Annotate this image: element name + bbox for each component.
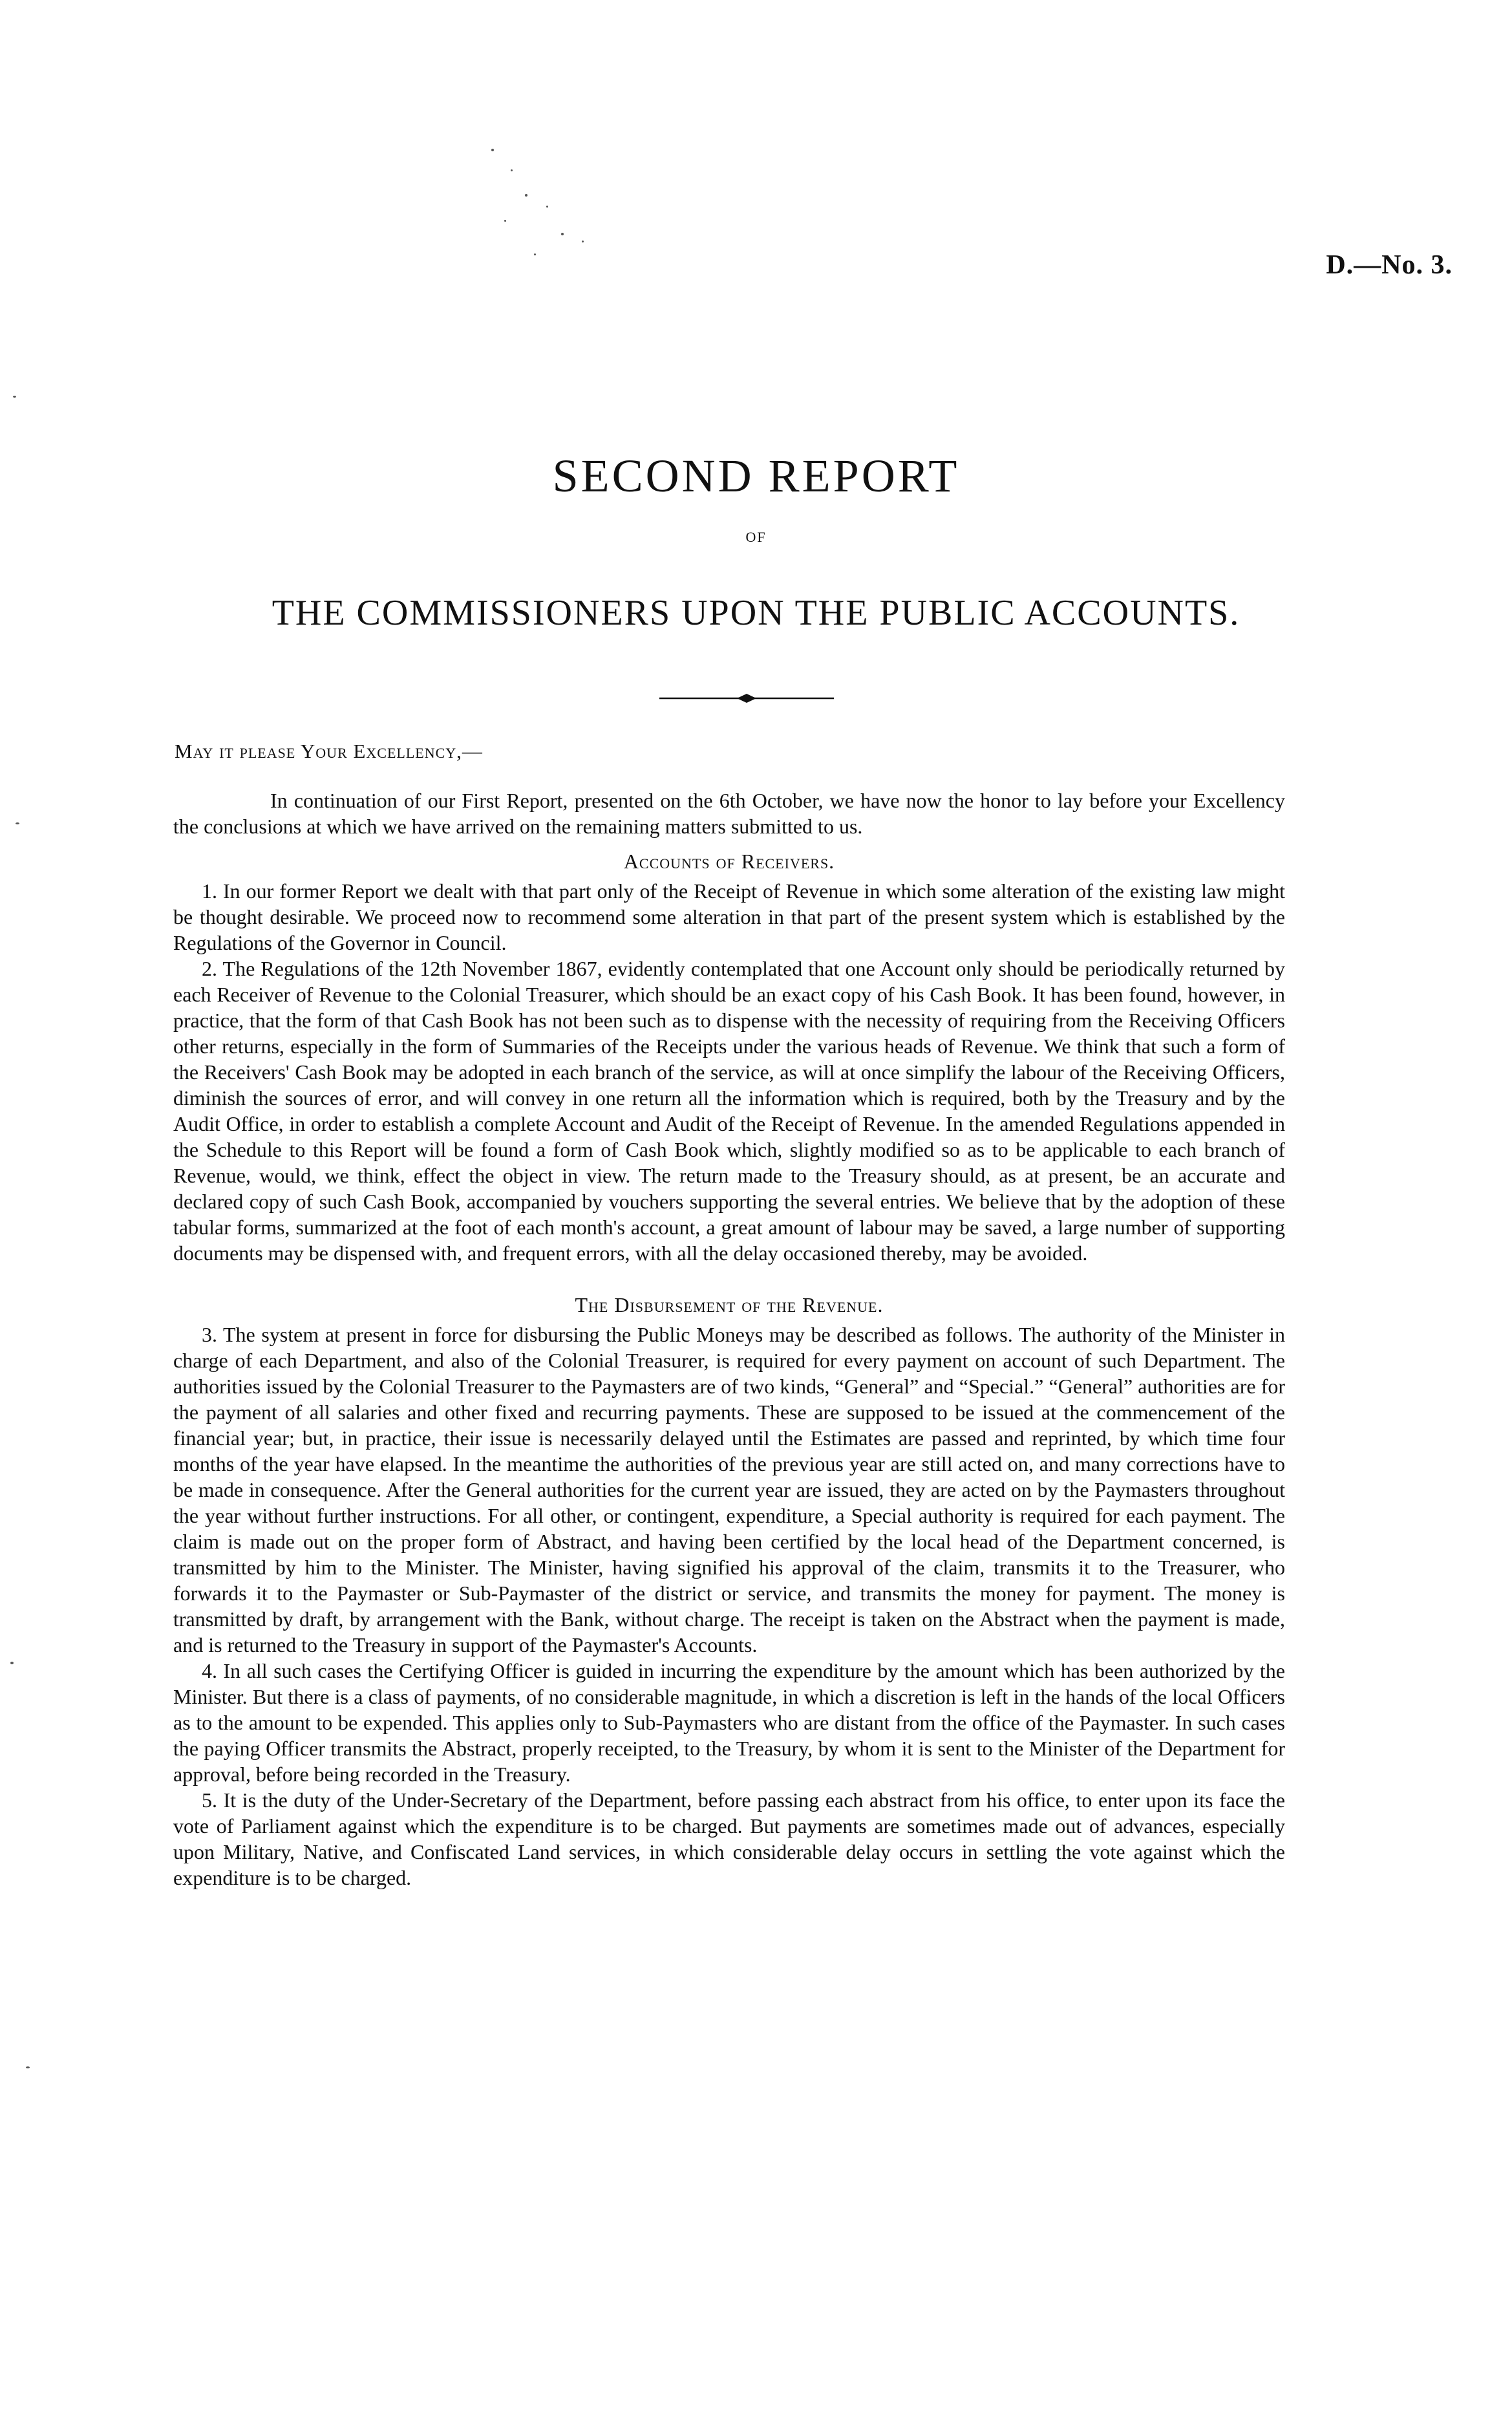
document-reference: D.—No. 3. <box>1326 250 1453 280</box>
report-subtitle: THE COMMISSIONERS UPON THE PUBLIC ACCOUNTS. <box>272 593 1240 633</box>
section-heading-disbursement: The Disbursement of the Revenue. <box>575 1293 884 1316</box>
paragraph-2: 2. The Regulations of the 12th November 1867, evidently contemplated that one Account only should be periodically returned by each Receiver of Revenue to the Colonial Treasurer, which should be an exact copy of his Cash Book. It has been found, however, in practice, that the form of that Cash Book has not been such as to dispense with the necessity of requiring from the Receiving Officers other returns, especially in the form of Summaries of the Receipts under the various heads of Revenue. We think that such a form of the Receivers' Cash Book may be adopted in each branch of the service, as will at once simplify the labour of the Receiving Officers, diminish the sources of error, and will convey in one return all the information which is required, both by the Treasury and by the Audit Office, in order to establish a complete Account and Audit of the Receipt of Revenue. In the amended Regulations appended in the Schedule to this Report will be found a form of Cash Book which, slightly modified so as to be applicable to each branch of Revenue, would, we think, effect the object in view. The return made to the Treasury should, as at present, be an accurate and declared copy of such Cash Book, accompanied by vouchers supporting the several entries. We believe that by the adoption of these tabular forms, summarized at the foot of each month's account, a great amount of labour may be saved, a large number of supporting documents may be dispensed with, and frequent errors, with all the delay occasioned thereby, may be avoided. <box>173 957 1285 1265</box>
paragraph-4: 4. In all such cases the Certifying Officer is guided in incurring the expenditure by the amount which has been authorized by the Minister. But there is a class of payments, of no considerable magnitude, in which a discretion is left in the hands of the local Officers as to the amount to be expended. This applies only to Sub-Paymasters who are distant from the office of the Paymaster. In such cases the paying Officer transmits the Abstract, properly receipted, to the Treasury, by whom it is sent to the Minister of the Department for approval, before being recorded in the Treasury. <box>173 1659 1285 1786</box>
ornamental-rule <box>659 692 834 705</box>
paragraph-5: 5. It is the duty of the Under-Secretary of the Department, before passing each abstract from his office, to enter upon its face the vote of Parliament against which the expenditure is to be charged. But payments are sometimes made out of advances, especially upon Military, Native, and Confiscated Land services, in which considerable delay occurs in settling the vote against which the expenditure is to be charged. <box>173 1788 1285 1889</box>
report-title: SECOND REPORT <box>552 450 960 502</box>
intro-paragraph: In continuation of our First Report, presented on the 6th October, we have now the honor to lay before your Excellency the conclusions at which we have arrived on the remaining matters submitted to us. <box>173 789 1285 838</box>
section-heading-receivers: Accounts of Receivers. <box>623 850 835 873</box>
salutation: May it please Your Excellency,— <box>175 740 483 762</box>
title-connector: OF <box>745 529 767 545</box>
paragraph-3: 3. The system at present in force for disbursing the Public Moneys may be described as follows. The authority of the Minister in charge of each Department, and also of the Colonial Treasurer, is required for every payment on account of such Department. The authorities issued by the Colonial Treasurer to the Paymasters are of two kinds, “General” and “Special.” “General” authorities are for the payment of all salaries and other fixed and recurring payments. These are supposed to be issued at the commencement of the financial year; but, in practice, their issue is necessarily delayed until the Estimates are passed and reprinted, by which time four months of the year have elapsed. In the meantime the authorities of the previous year are still acted on, and many corrections have to be made in consequence. After the General authorities for the current year are issued, they are acted on by the Paymasters throughout the year without further instructions. For all other, or contingent, expenditure, a Special authority is required for each payment. The claim is made out on the proper form of Abstract, and having been certified by the local head of the Department concerned, is transmitted by him to the Minister. The Minister, having signified his approval of the claim, transmits it to the Treasurer, who forwards it to the Paymaster or Sub-Paymaster of the district or service, and transmits the money for payment. The money is transmitted by draft, by arrangement with the Bank, without charge. The receipt is taken on the Abstract when the payment is made, and is returned to the Treasury in support of the Paymaster's Accounts. <box>173 1323 1285 1657</box>
paragraph-1: 1. In our former Report we dealt with that part only of the Receipt of Revenue in which some alteration of the existing law might be thought desirable. We proceed now to recommend some alteration in that part of the present system which is established by the Regulations of the Governor in Council. <box>173 879 1285 954</box>
report-body <box>173 788 1285 1891</box>
